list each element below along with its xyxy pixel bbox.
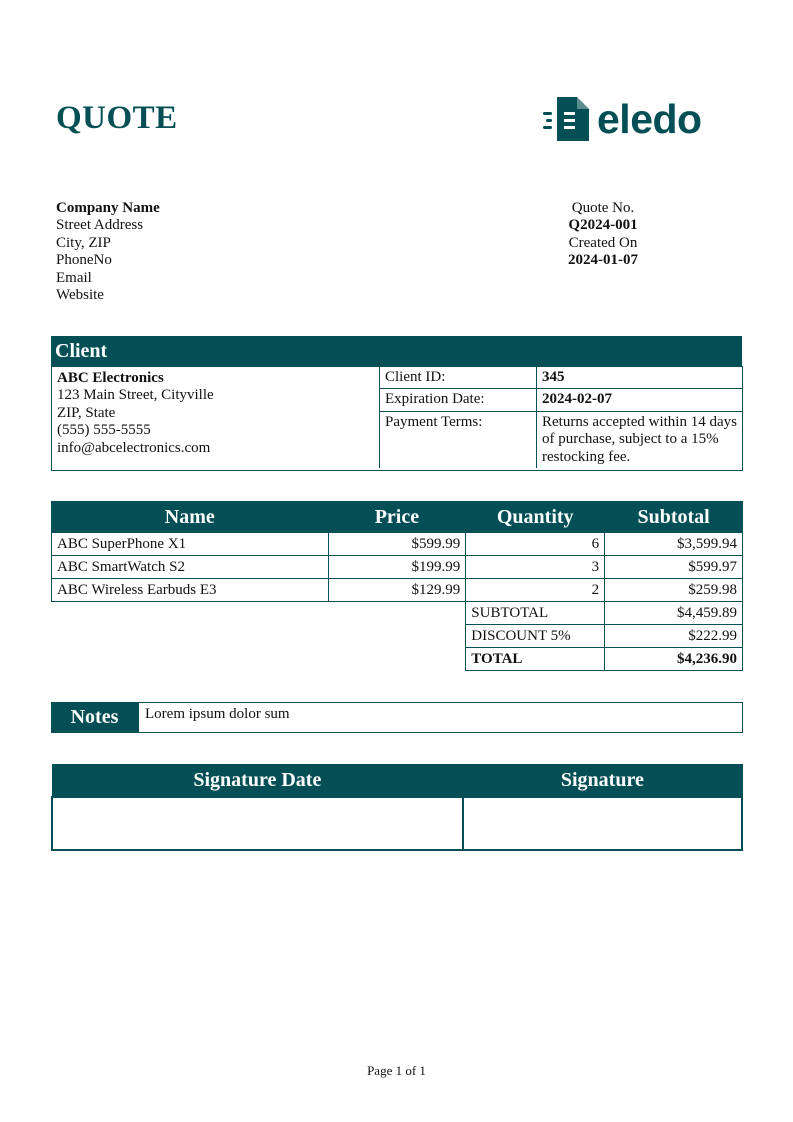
client-name: ABC Electronics: [57, 370, 164, 386]
expiration-row: [380, 389, 744, 411]
client-phone: (555) 555-5555: [57, 422, 151, 439]
eledo-logo: [543, 93, 733, 145]
company-name: Company Name: [56, 200, 160, 216]
item-name: ABC Wireless Earbuds E3: [52, 579, 329, 602]
created-on-label: Created On: [568, 234, 638, 251]
item-price: $129.99: [328, 579, 466, 602]
header-subtotal: Subtotal: [605, 502, 743, 533]
subtotal-row: [52, 602, 743, 625]
item-quantity: 2: [466, 579, 605, 602]
payment-terms-row: [380, 411, 744, 468]
signature-date-field[interactable]: [52, 797, 463, 850]
table-row: [52, 556, 743, 579]
signature-field[interactable]: [463, 797, 742, 850]
client-zip-state: ZIP, State: [57, 404, 116, 421]
quote-meta: [568, 200, 638, 270]
expiration-label: Expiration Date:: [380, 389, 537, 411]
quote-number: Q2024-001: [568, 217, 638, 234]
subtotal-label: SUBTOTAL: [466, 602, 605, 625]
header-name: Name: [52, 502, 329, 533]
signature-date-header: Signature Date: [52, 765, 463, 798]
client-details-table: [379, 366, 743, 468]
total-label: TOTAL: [466, 648, 605, 671]
company-email: Email: [56, 269, 92, 286]
total-row: [52, 648, 743, 671]
client-id-label: Client ID:: [380, 367, 537, 389]
total-value: $4,236.90: [605, 648, 743, 671]
item-quantity: 3: [466, 556, 605, 579]
signature-header-label: Signature: [463, 765, 742, 798]
client-id-row: [380, 367, 744, 389]
client-id-value: 345: [537, 367, 744, 389]
company-website: Website: [56, 287, 104, 304]
company-city-zip: City, ZIP: [56, 234, 111, 251]
item-quantity: 6: [466, 533, 605, 556]
document-title: QUOTE: [56, 100, 178, 136]
notes-text: Lorem ipsum dolor sum: [138, 702, 743, 733]
signature-row: [52, 797, 742, 850]
company-street: Street Address: [56, 217, 144, 234]
client-section: [51, 367, 743, 471]
client-heading: Client: [51, 336, 742, 367]
page-number: Page 1 of 1: [367, 1063, 426, 1078]
document-icon: [543, 95, 589, 143]
line-items-table: [51, 501, 743, 671]
subtotal-value: $4,459.89: [605, 602, 743, 625]
payment-terms-value: Returns accepted within 14 days of purchase, subject to a 15% restocking fee.: [537, 411, 744, 468]
discount-label: DISCOUNT 5%: [466, 625, 605, 648]
item-subtotal: $599.97: [605, 556, 743, 579]
discount-row: [52, 625, 743, 648]
client-street: 123 Main Street, Cityville: [57, 387, 214, 404]
created-on-date: 2024-01-07: [568, 252, 638, 269]
signature-header: [52, 765, 742, 798]
header-quantity: Quantity: [466, 502, 605, 533]
item-price: $199.99: [328, 556, 466, 579]
spacer: [52, 625, 466, 648]
client-email: info@abcelectronics.com: [57, 439, 211, 456]
notes-label: Notes: [51, 702, 138, 733]
table-row: [52, 533, 743, 556]
line-items-header: [52, 502, 743, 533]
table-row: [52, 579, 743, 602]
company-phone: PhoneNo: [56, 252, 112, 269]
payment-terms-label: Payment Terms:: [380, 411, 537, 468]
spacer: [52, 602, 466, 625]
item-price: $599.99: [328, 533, 466, 556]
item-subtotal: $259.98: [605, 579, 743, 602]
signature-table: [51, 764, 743, 851]
logo-text: eledo: [597, 95, 702, 142]
spacer: [52, 648, 466, 671]
header-price: Price: [328, 502, 466, 533]
company-info: [56, 200, 160, 304]
item-name: ABC SmartWatch S2: [52, 556, 329, 579]
discount-value: $222.99: [605, 625, 743, 648]
client-address: [57, 370, 214, 457]
expiration-value: 2024-02-07: [537, 389, 744, 411]
quote-number-label: Quote No.: [571, 200, 635, 216]
item-subtotal: $3,599.94: [605, 533, 743, 556]
item-name: ABC SuperPhone X1: [52, 533, 329, 556]
